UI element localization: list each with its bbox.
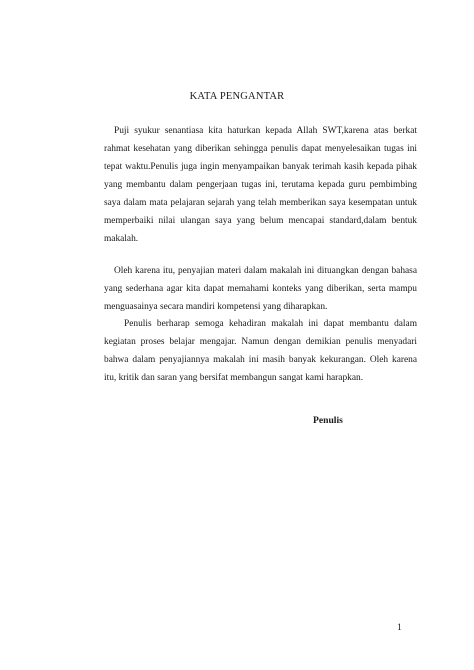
paragraph-1: [104, 122, 417, 248]
author-signature: Penulis: [313, 415, 343, 426]
paragraph-text: Puji syukur senantiasa kita haturkan kepada Allah SWT,karena atas berkat rahmat kesehatan yang diberikan sehingga penulis dapat menyelesaikan tugas ini tepat waktu.Penulis juga ingin menyampaikan banyak terimah kasih kepada pihak yang membantu dalam pengerjaan tugas ini, terutama kepada guru pembimbing saya dalam mata pelajaran sejarah yang telah memberikan saya kesempatan untuk memperbaiki nilai ulangan saya yang belum mencapai standard,dalam bentuk makalah.: [104, 126, 417, 244]
page-number: 1: [397, 622, 402, 633]
paragraph-text: Oleh karena itu, penyajian materi dalam makalah ini dituangkan dengan bahasa yang sederhana agar kita dapat memahami konteks yang diberikan, serta mampu menguasainya secara mandiri kompetensi yang diharapkan.: [104, 266, 417, 312]
paragraph-3: [104, 315, 417, 387]
document-title: KATA PENGANTAR: [189, 91, 285, 102]
paragraph-2: [104, 262, 417, 316]
paragraph-text: Penulis berharap semoga kehadiran makalah ini dapat membantu dalam kegiatan proses belajar mengajar. Namun dengan demikian penulis menyadari bahwa dalam penyajiannya makalah ini masih banyak kekurangan. Oleh karena itu, kritik dan saran yang bersifat membangun sangat kami harapkan.: [104, 319, 417, 383]
